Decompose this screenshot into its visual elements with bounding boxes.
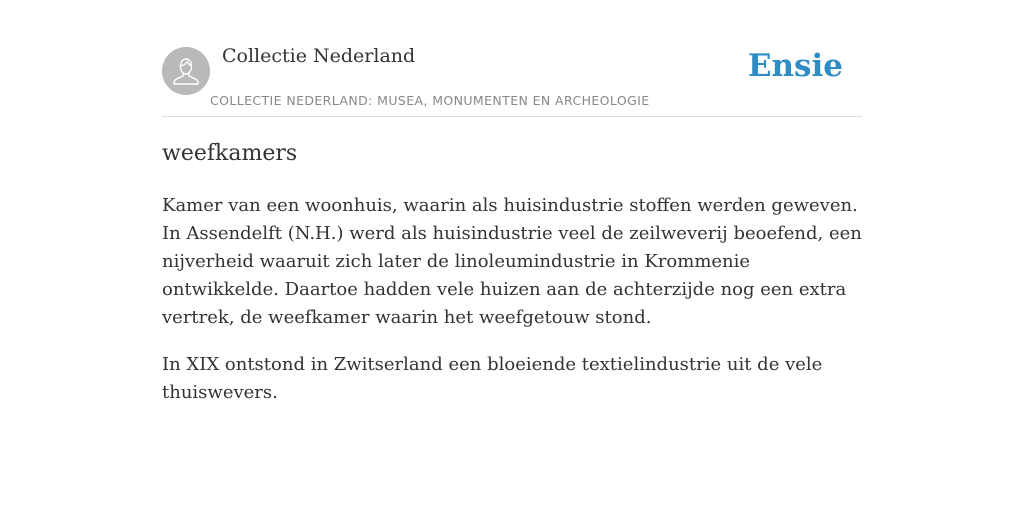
article-paragraph: Kamer van een woonhuis, waarin als huisindustrie stoffen werden geweven. In Assendelft (N.H.) werd als huisindustrie veel de zeilweverij beoefend, een nijverheid waaruit zich later de linoleumindustrie in Krommenie ontwikkelde. Daartoe hadden vele huizen aan de achterzijde nog een extra vertrek, de weefkamer waarin het weefgetouw stond. bbox=[162, 195, 862, 328]
article-title: weefkamers bbox=[162, 141, 298, 166]
header bbox=[162, 0, 862, 117]
collection-link[interactable]: COLLECTIE NEDERLAND: MUSEA, MONUMENTEN EN ARCHEOLOGIE bbox=[210, 93, 650, 108]
author-name[interactable]: Collectie Nederland bbox=[222, 45, 416, 67]
avatar[interactable] bbox=[162, 47, 210, 95]
user-icon bbox=[162, 47, 210, 95]
article-paragraph: In XIX ontstond in Zwitserland een bloeiende textielindustrie uit de vele thuiswevers. bbox=[162, 354, 823, 403]
article-body bbox=[162, 192, 862, 426]
ensie-logo[interactable]: Ensie bbox=[747, 48, 843, 84]
page-container bbox=[162, 0, 862, 403]
